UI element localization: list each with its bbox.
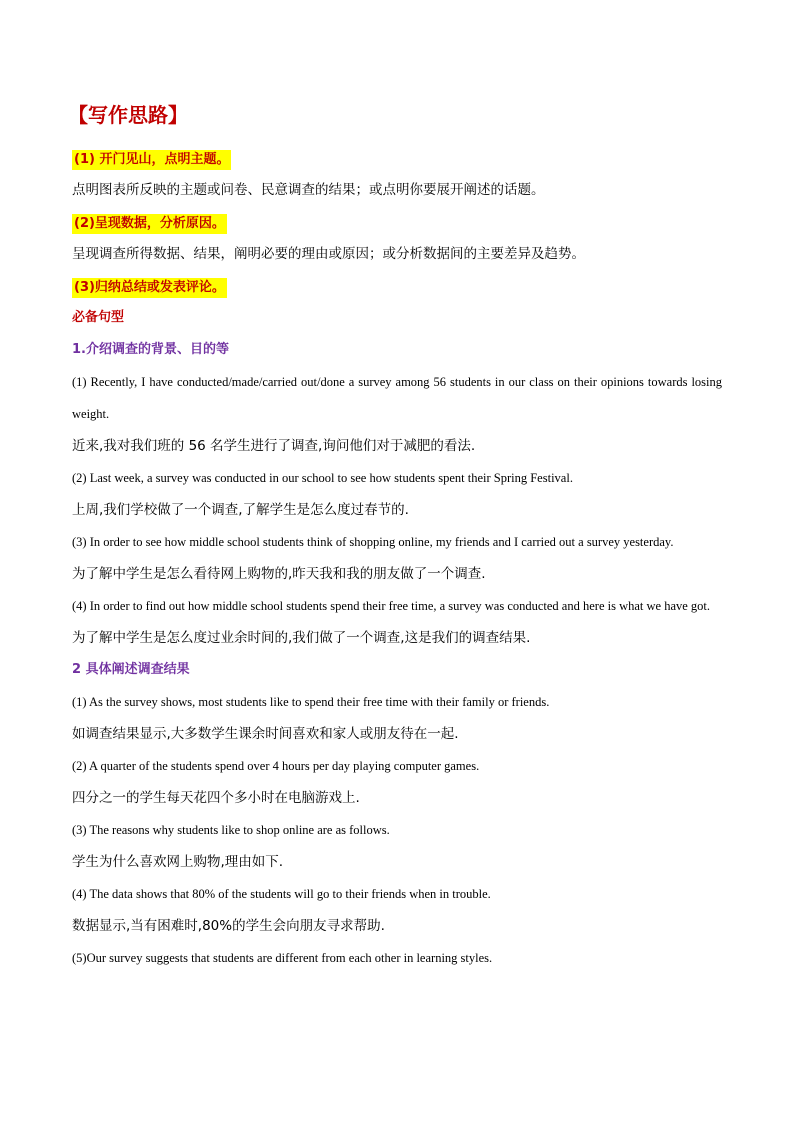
step-1-text: 点明图表所反映的主题或问卷、民意调查的结果；或点明你要展开阐述的话题。 <box>72 182 545 198</box>
step-1-heading-line <box>72 142 722 174</box>
section-1-item-4-cn: 为了解中学生是怎么度过业余时间的,我们做了一个调查,这是我们的调查结果. <box>72 630 531 646</box>
step-1-heading: (1) 开门见山，点明主题。 <box>72 150 231 170</box>
section-1-item-2-cn: 上周,我们学校做了一个调查,了解学生是怎么度过春节的. <box>72 502 409 518</box>
step-2-heading: (2)呈现数据，分析原因。 <box>72 214 227 234</box>
section-2-item-2-en: (2) A quarter of the students spend over 4 hours per day playing computer games. <box>72 759 480 773</box>
section-2-item-3-en: (3) The reasons why students like to shop online are as follows. <box>72 823 390 837</box>
section-1-item-4-en: (4) In order to find out how middle school students spend their free time, a survey was conducted and here is what we have got. <box>72 599 711 613</box>
section-2-item-4-cn: 数据显示,当有困难时,80%的学生会向朋友寻求帮助. <box>72 918 385 934</box>
section-2-item-4-en: (4) The data shows that 80% of the students will go to their friends when in trouble. <box>72 887 491 901</box>
document-page <box>68 100 722 974</box>
section-2-item-5-en: (5)Our survey suggests that students are different from each other in learning styles. <box>72 951 493 965</box>
section-1-item-3-en: (3) In order to see how middle school students think of shopping online, my friends and I carried out a survey yesterday. <box>72 535 674 549</box>
section-1-item-1-cn: 近来,我对我们班的 56 名学生进行了调查,询问他们对于减肥的看法. <box>72 438 476 454</box>
step-2-heading-line <box>72 206 722 238</box>
section-1-item-2-en: (2) Last week, a survey was conducted in our school to see how students spent their Spring Festival. <box>72 471 573 485</box>
section-2-heading: 2 具体阐述调查结果 <box>72 662 190 677</box>
step-3-heading: (3)归纳总结或发表评论。 <box>72 278 227 298</box>
step-2-text: 呈现调查所得数据、结果，阐明必要的理由或原因；或分析数据间的主要差异及趋势。 <box>72 246 585 262</box>
section-1-heading: 1.介绍调查的背景、目的等 <box>72 342 229 357</box>
section-2-item-3-cn: 学生为什么喜欢网上购物,理由如下. <box>72 854 284 870</box>
section-1-item-3-cn: 为了解中学生是怎么看待网上购物的,昨天我和我的朋友做了一个调查. <box>72 566 486 582</box>
step-3-heading-line <box>72 270 722 302</box>
section-1-item-1-en: (1) Recently, I have conducted/made/carried out/done a survey among 56 students in our class on their opinions towards losing weight. <box>72 375 722 421</box>
page-title: 【写作思路】 <box>68 103 188 127</box>
section-2-item-1-cn: 如调查结果显示,大多数学生课余时间喜欢和家人或朋友待在一起. <box>72 726 459 742</box>
section-2-item-2-cn: 四分之一的学生每天花四个多小时在电脑游戏上. <box>72 790 360 806</box>
section-2-item-1-en: (1) As the survey shows, most students like to spend their free time with their family or friends. <box>72 695 550 709</box>
essential-sentences-heading: 必备句型 <box>72 310 125 325</box>
